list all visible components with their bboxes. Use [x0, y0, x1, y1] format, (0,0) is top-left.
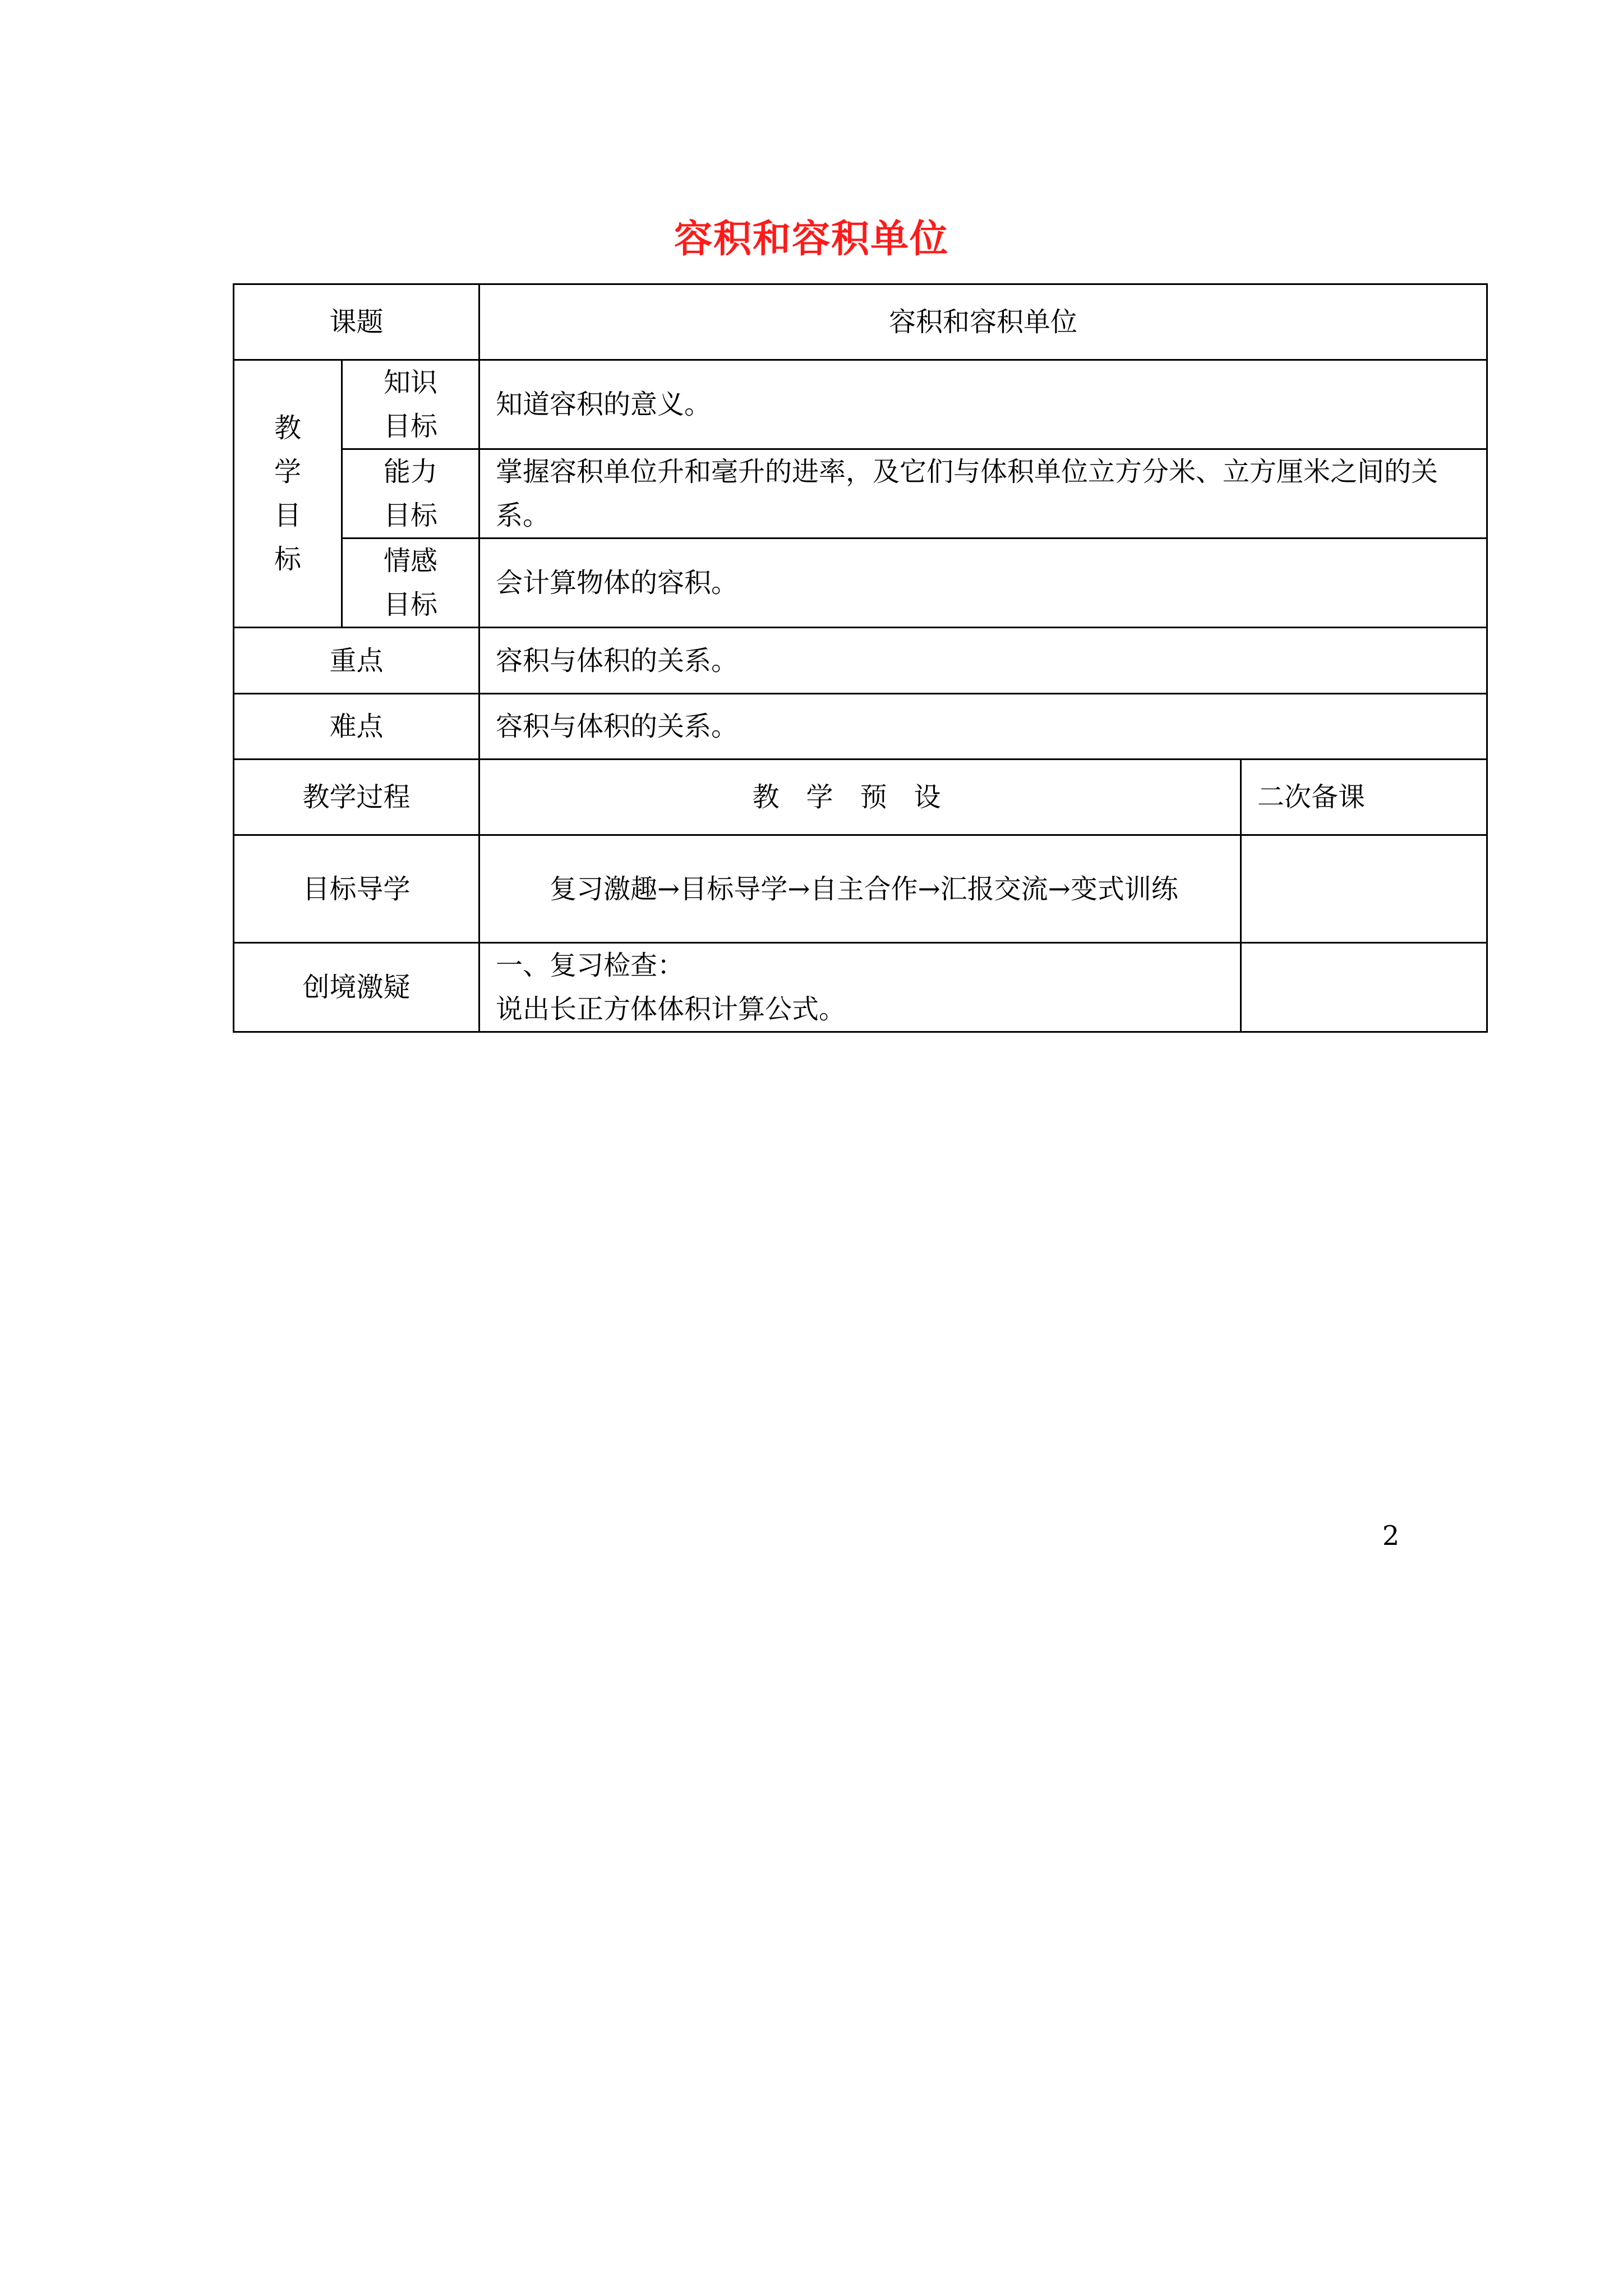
knowledge-goal-label: 知识 目标: [342, 360, 479, 449]
goal-row-knowledge: [234, 360, 1487, 449]
ability-goal-text: 掌握容积单位升和毫升的进率，及它们与体积单位立方分米、立方厘米之间的关系。: [479, 449, 1487, 539]
goal-guided-second-prep: [1241, 835, 1487, 943]
goal-guided-row: [234, 835, 1487, 943]
scenario-label: 创境激疑: [234, 943, 479, 1032]
difficulty-text: 容积与体积的关系。: [479, 694, 1487, 760]
key-point-text: 容积与体积的关系。: [479, 628, 1487, 694]
teaching-process-header: 教学过程: [234, 760, 479, 835]
page-number: 2: [1382, 1520, 1400, 1552]
goal-row-ability: [234, 449, 1487, 539]
lesson-plan-table: [233, 283, 1488, 1033]
difficulty-row: [234, 694, 1487, 760]
process-header-row: [234, 760, 1487, 835]
teaching-plan-header: 教学预设: [479, 760, 1241, 835]
goal-guided-label: 目标导学: [234, 835, 479, 943]
emotion-goal-label: 情感 目标: [342, 539, 479, 628]
knowledge-goal-text: 知道容积的意义。: [479, 360, 1487, 449]
goal-row-emotion: [234, 539, 1487, 628]
topic-value: 容积和容积单位: [479, 284, 1487, 360]
teaching-goals-label: 教 学 目 标: [234, 360, 342, 628]
ability-goal-label: 能力 目标: [342, 449, 479, 539]
goal-guided-text: 复习激趣→目标导学→自主合作→汇报交流→变式训练: [479, 835, 1241, 943]
review-check-question: 说出长正方体体积计算公式。: [496, 993, 846, 1025]
key-point-label: 重点: [234, 628, 479, 694]
second-prep-header: 二次备课: [1241, 760, 1487, 835]
review-check-heading: 一、复习检查：: [496, 950, 685, 981]
emotion-goal-text: 会计算物体的容积。: [479, 539, 1487, 628]
difficulty-label: 难点: [234, 694, 479, 760]
topic-label: 课题: [234, 284, 479, 360]
scenario-text: [479, 943, 1241, 1032]
scenario-second-prep: [1241, 943, 1487, 1032]
document-title: 容积和容积单位: [674, 217, 949, 261]
scenario-row: [234, 943, 1487, 1032]
topic-row: [234, 284, 1487, 360]
key-point-row: [234, 628, 1487, 694]
